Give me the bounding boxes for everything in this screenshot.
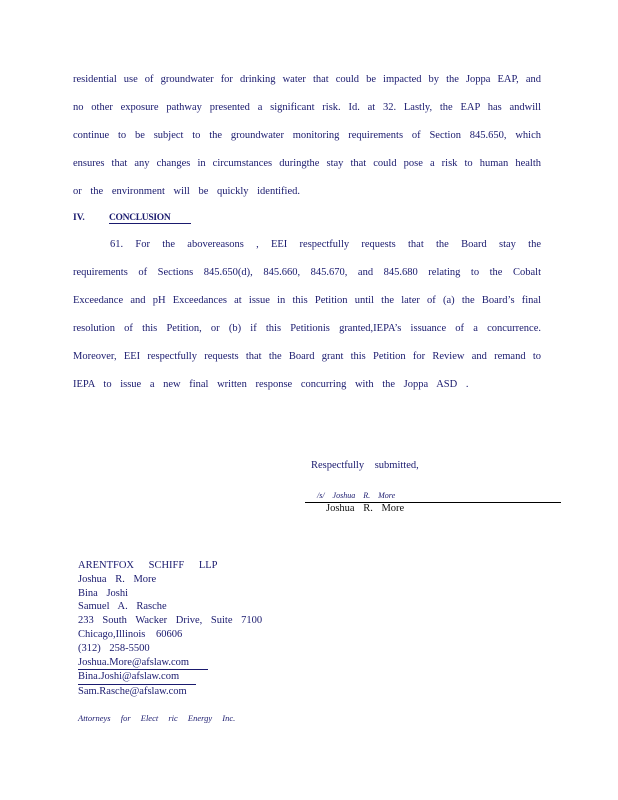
body-line-2: no other exposure pathway presented a significant risk. Id. at 32. Lastly, the EAP has andwill [73,102,541,113]
attorney-name: Bina Joshi [78,587,129,599]
conclusion-line-3: Exceedance and pH Exceedances at issue in this Petition until the later of (a) the Board’s final [73,295,541,306]
signature-line [305,490,561,503]
attorney-name: Joshua R. More [78,573,157,585]
body-line-4: ensures that any changes in circumstances duringthe stay that could pose a risk to human health [73,158,541,169]
body-line-5: or the environment will be quickly identified. [73,186,300,197]
conclusion-line-2: requirements of Sections 845.650(d), 845.660, 845.670, and 845.680 relating to the Cobalt [73,267,541,278]
email-link[interactable]: Bina.Joshi@afslaw.com [78,670,196,685]
signer-name: Joshua R. More [326,503,405,514]
body-line-1: residential use of groundwater for drinking water that could be impacted by the Joppa EAP, and [73,74,541,85]
firm-address-block [78,559,262,699]
firm-name: ARENTFOX SCHIFF LLP [78,560,218,571]
street-address: 233 South Wacker Drive, Suite 7100 [78,615,263,627]
section-number: IV. [73,213,85,223]
attorney-name: Samuel A. Rasche [78,601,167,613]
email-link[interactable]: Joshua.More@afslaw.com [78,656,208,671]
conclusion-line-6: IEPA to issue a new final written response concurring with the Joppa ASD . [73,379,469,390]
conclusion-line-5: Moreover, EEI respectfully requests that the Board grant this Petition for Review and remand to [73,351,541,362]
electronic-signature: /s/ Joshua R. More [317,491,396,500]
conclusion-line-4: resolution of this Petition, or (b) if this Petitionis granted,IEPA’s issuance of a concurrence. [73,323,541,334]
phone-number: (312) 258-5500 [78,642,150,654]
email-text[interactable]: Sam.Rasche@afslaw.com [78,686,187,698]
signature-closing: Respectfully submitted, [311,460,419,471]
conclusion-line-1: 61. For the abovereasons , EEI respectfully requests that the Board stay the [110,239,541,250]
city-state-zip: Chicago,Illinois 60606 [78,628,183,640]
footer-attribution: Attorneys for Elect ric Energy Inc. [78,713,236,723]
body-line-3: continue to be subject to the groundwater monitoring requirements of Section 845.650, which [73,130,541,141]
section-title: CONCLUSION [109,213,191,224]
section-heading [73,213,191,224]
